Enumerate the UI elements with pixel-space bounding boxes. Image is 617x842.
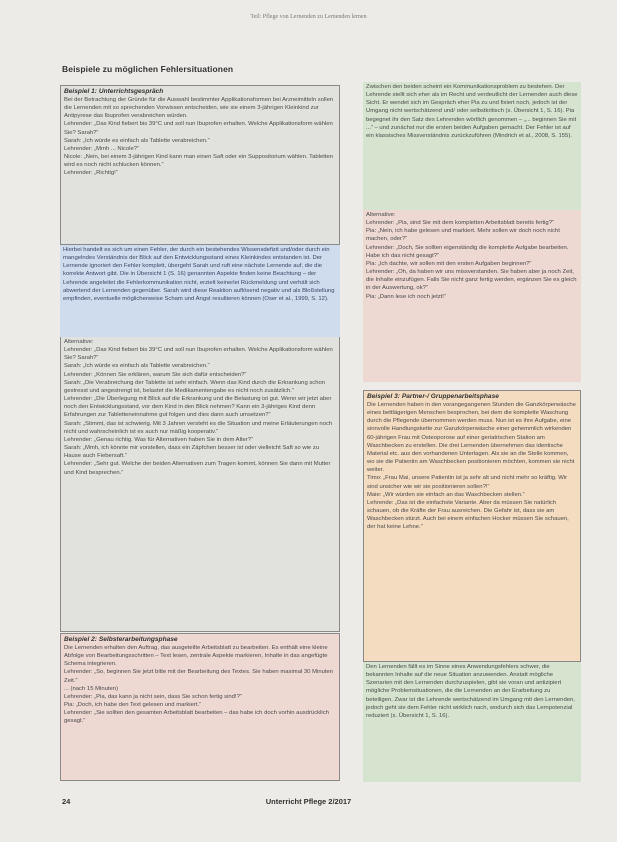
example-1-box bbox=[60, 85, 340, 245]
example-1-alternative-text: Alternative: Lehrender: „Das Kind fiebert bis 39°C und soll nun Ibuprofen erhalten. Welche Applikationsform wählen Sie? Sarah?“ Sarah: „Ich würde es einfach als Tablette verabreichen.“ Lehrender: „Können Sie erklären, warum Sie sich dafür entscheiden?“ Sarah: „Die Verabreichung der Tablette ist sehr einfach. Wenn das Kind durch die Erkrankung schon gestresst und angestrengt ist, belastet die Medikamentengabe es nicht noch zusätzlich.“ Lehrender: „Die Überlegung mit Blick auf die Erkrankung und die Belastung ist gut. Wenn wir jetzt aber noch den Entwicklungsstand, vor dem Kind in den Blick nehmen? Kann ein 3-jähriges Kind denn Erfahrungen zur Tabletteneinnahme gut folgen und dies dann auch umsetzen?“ Sarah: „Stimmt, das ist schwierig. Mit 3 Jahren versteht es die Situation und meine Erläuterungen noch nicht und wahrscheinlich ist es auch nur mäßig kooperativ.“ Lehrender: „Genau richtig. Was für Alternativen haben Sie in dem Alter?“ Sarah: „Mmh, ich könnte mir vorstellen, dass ein Zäpfchen besser ist oder vielleicht Saft so wie zu Hause auch Fiebersaft.“ Lehrender: „Sehr gut. Welche der beiden Alternativen zum Tragen kommt, können Sie dann mit Mutter und Kind besprechen.“ bbox=[64, 339, 333, 476]
example-2-analysis bbox=[363, 82, 581, 210]
example-1-dialogue: Bei der Betrachtung der Gründe für die Auswahl bestimmter Applikationsformen bei Arzneimitteln sollen die Lernenden mit so sprechenden Vorwissen entscheiden, wie sie einem 3-jährigen Kleinkind zur Antipyrese das Ibuprofen verabreichen würden. Lehrender: „Das Kind fiebert bis 39°C und soll nun Ibuprofen erhalten. Welche Applikationsform wählen Sie? Sarah?“ Sarah: „Ich würde es einfach als Tablette verabreichen.“ Lehrender: „Mmh ... Nicole?“ Nicole: „Nein, bei einem 3-jährigen Kind kann man einen Saft oder ein Suppositorium wählen. Tabletten wird es noch nicht schlucken können.“ Lehrender: „Richtig!“ bbox=[64, 97, 334, 177]
example-2-box bbox=[60, 633, 340, 781]
example-1-alternative bbox=[60, 337, 340, 632]
example-3-box bbox=[363, 390, 581, 662]
example-2-analysis-text: Zwischen den beiden scheint ein Kommunikationsproblem zu bestehen. Der Lehrende stellt sich eher als im Recht und verdeutlicht der Lernenden auch diese Sicht. Er wendet sich im Gespräch eher Pia zu und fixiert noch, jedoch ist der Umgang nicht wertschätzend und/ oder selbstkritisch (s. Übersicht 1, S. 16). Pia begegnet ihr den Satz des Lehrenden wörtlich genommen – „... beginnen Sie mit ...“ – und zunächst nur die ersten beiden Aufgaben gemacht. Der Fehler ist auf ein klassisches Missverständnis zurückzuführen (Mindrich et al., 2008, S. 155). bbox=[366, 84, 578, 139]
example-2-alternative-text: Alternative: Lehrender: „Pia, sind Sie mit dem kompletten Arbeitsblatt bereits fertig?“ Pia: „Nein, ich habe gelesen und markiert. Mehr sollen wir doch noch nicht machen, oder?“ Lehrender: „Doch, Sie sollten eigenständig die komplette Aufgabe bearbeiten. Habe ich das nicht gesagt?“ Pia: „Ich dachte, wir sollen mit den ersten Aufgaben beginnen?“ Lehrender: „Oh, da haben wir uns missverstanden. Sie haben aber ja noch Zeit, die Inhalte einzufügen. Falls Sie nicht ganz fertig werden, ergänzen Sie es gleich in der Auswertung, ok?“ Pia: „Dann lese ich noch jetzt!“ bbox=[366, 212, 577, 300]
example-3-analysis-text: Den Lernenden fällt es im Sinne eines Anwendungsfehlers schwer, die bekannten Inhalte auf die neue Situation anzuwenden. Anstatt mögliche Szenarien mit den Lernenden durchzuspielen, gibt sie voran und antizipiert mögliche Problemsituationen, die die Lernenden an der Erarbeitung zu beteiligen. Zwar ist die Lehrende wertschätzend im Umgang mit den Lernenden, jedoch geht sie dem Fehler nicht wirklich nach, wodurch sich das Lernpotenzial reduziert (s. Übersicht 1, S. 16). bbox=[366, 664, 575, 719]
page-title: Beispiele zu möglichen Fehlersituationen bbox=[62, 64, 234, 74]
example-3-heading: Beispiel 3: Partner-/ Gruppenarbeitsphase bbox=[367, 393, 499, 400]
running-header: Teil: Pflege von Lernenden zu Lernenden lernen bbox=[250, 14, 367, 20]
page-number: 24 bbox=[62, 797, 71, 806]
example-2-heading: Beispiel 2: Selbsterarbeitungsphase bbox=[64, 636, 178, 643]
example-1-heading: Beispiel 1: Unterrichtsgespräch bbox=[64, 88, 164, 95]
example-1-analysis-text: Hierbei handelt es sich um einen Fehler, der durch ein bestehendes Wissensdefizit und/oder durch ein mangelndes Verständnis der Blick auf den Entwicklungsstand eines Kleinkindes entstanden ist. Der Lernende ignoriert den Fehler komplett, übergeht Sarah und ruft eine nächste Lernende auf, die die korrekte Antwort gibt. Die in Übersicht 1 (S. 16) genannten Aspekte finden keine Beachtung – der Lehrende angeleitet die Fehlerkommunikation nicht, erzielt keinerlei Rückmeldung und verhält sich abwertend der Lernenden gegenüber. Sarah wird diese Reaktion auflösend negativ und als Bloßstellung empfinden, eventuelle möglicherweise Scham und Angst resultieren können (Oser et al., 1999, S. 12). bbox=[63, 247, 335, 302]
example-2-dialogue: Die Lernenden erhalten den Auftrag, das ausgeteilte Arbeitsblatt zu bearbeiten. Es enthält eine kleine Abfolge von Bearbeitungsschritten – Text lesen, zentrale Aspekte markieren, Inhalte in das angefügte Schema integrieren. Lehrender: „So, beginnen Sie jetzt bitte mit der Bearbeitung des Textes. Sie haben maximal 30 Minuten Zeit.“ ... (nach 15 Minuten) Lehrender: „Pia, das kann ja nicht sein, dass Sie schon fertig sind!?“ Pia: „Doch, ich habe den Text gelesen und markiert.“ Lehrender: „Sie sollten den gesamten Arbeitsblatt bearbeiten – das habe ich doch vorhin ausdrücklich gesagt.“ bbox=[64, 645, 334, 725]
journal-name: Unterricht Pflege 2/2017 bbox=[265, 797, 352, 806]
example-2-alternative bbox=[363, 210, 581, 382]
example-3-analysis bbox=[363, 662, 581, 782]
example-3-dialogue: Die Lernenden haben in den vorangegangenen Stunden die Ganzkörperwäsche eines bettlägerigen Menschen besprochen, bei dem die komplette Waschung durch die Pflegende übernommen werden muss. Nun ist es ihre Aufgabe, eine sinnvolle Handlungskette zur Ganzkörperwäsche einer gehemmlich wirkenden 60-jährigen Frau mit Osteoporose auf einer geriatrischen Station am Waschbecken zu erstellen. Die drei Lernenden übernehmen das identische Material etc. aus den vorhandenen Unterlagen. Als sie an die Stelle kommen, wo sie die Patientin am Waschbecken positionieren möchten, kommen sie nicht weiter. Timo: „Frau Mai, unsere Patientin ist ja sehr alt und nicht mehr so kräftig. Wir sind unsicher wie wir sie positionieren sollen?!“ Maie: „Wir würden sie einfach an das Waschbecken stellen.“ Lehrende: „Das ist die einfachste Variante. Aber da müssen Sie natürlich schauen, ob die Kräfte der Frau ausreichen. Die Gefahr ist, dass sie am Waschbecken stürzt. Auch bei einem einfachen Hocker müssen Sie schauen, der hat keine Lehne.“ bbox=[367, 402, 576, 531]
example-1-analysis bbox=[60, 245, 340, 337]
